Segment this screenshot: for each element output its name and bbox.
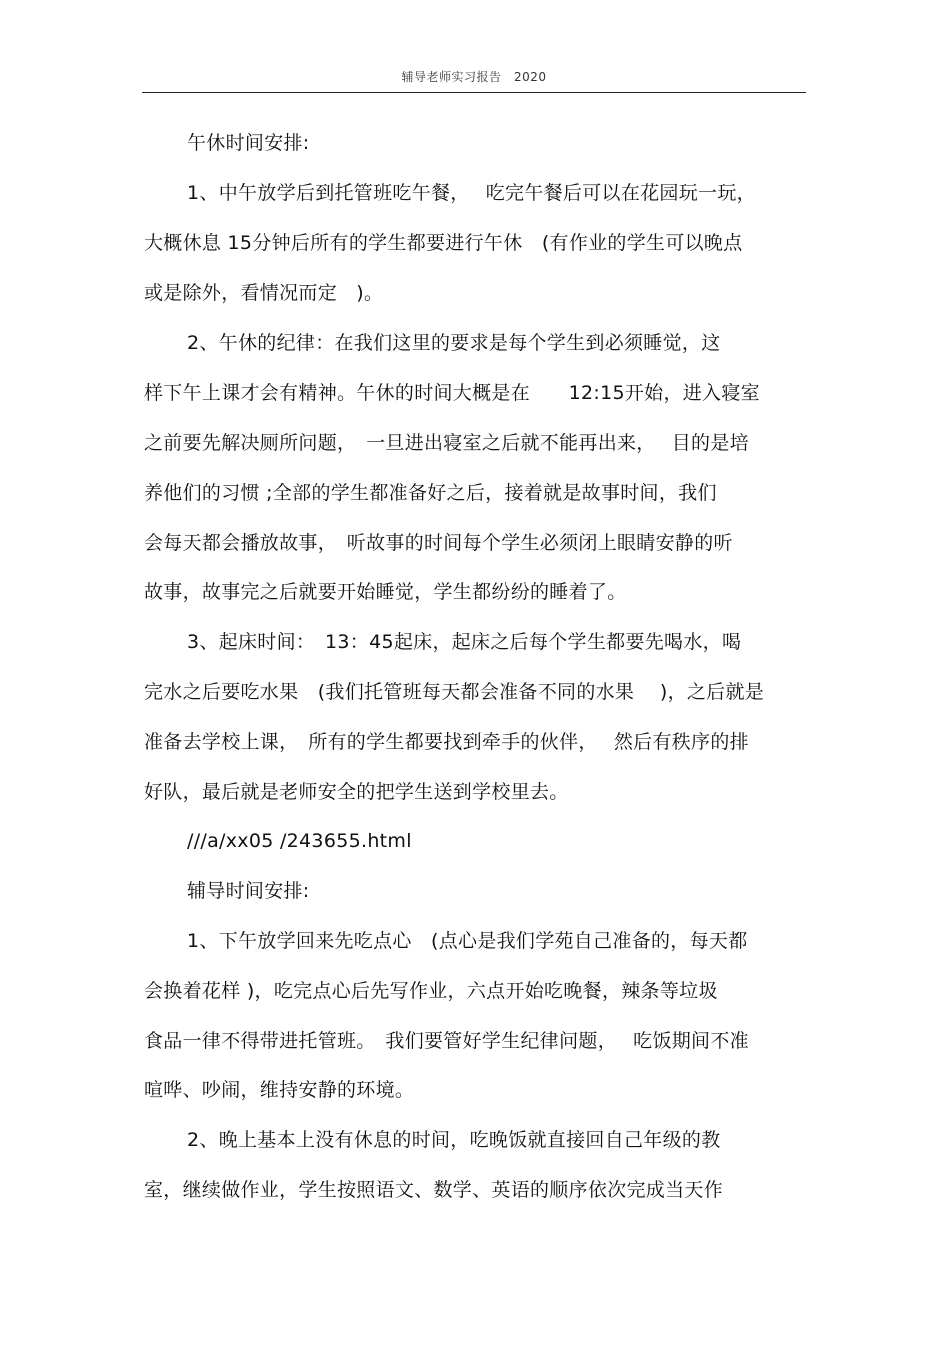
paragraph-line: 会每天都会播放故事， 听故事的时间每个学生必须闭上眼睛安静的听 [144,532,733,554]
paragraph-line: 大概休息 15分钟后所有的学生都要进行午休 (有作业的学生可以晚点 [144,232,743,254]
paragraph-line: 会换着花样 )，吃完点心后先写作业，六点开始吃晚餐，辣条等垃圾 [144,980,718,1002]
paragraph-line: 完水之后要吃水果 (我们托管班每天都会准备不同的水果 )，之后就是 [144,681,765,703]
paragraph-line: 2、晚上基本上没有休息的时间，吃晚饭就直接回自己年级的教 [187,1129,721,1151]
paragraph-line: 养他们的习惯 ;全部的学生都准备好之后，接着就是故事时间，我们 [144,482,717,504]
paragraph-line: 1、中午放学后到托管班吃午餐， 吃完午餐后可以在花园玩一玩， [187,182,756,204]
paragraph-line: 或是除外，看情况而定 )。 [144,282,384,304]
paragraph-line: 样下午上课才会有精神。午休的时间大概是在 12:15开始，进入寝室 [144,382,760,404]
paragraph-line: 喧哗、吵闹，维持安静的环境。 [144,1079,415,1101]
paragraph-line: 3、起床时间： 13：45起床，起床之后每个学生都要先喝水，喝 [187,631,742,653]
paragraph-line: 2、午休的纪律：在我们这里的要求是每个学生到必须睡觉，这 [187,332,721,354]
paragraph-line: 1、下午放学回来先吃点心 (点心是我们学苑自己准备的，每天都 [187,930,748,952]
section-heading-tutoring: 辅导时间安排: [187,880,310,902]
paragraph-line: 食品一律不得带进托管班。 我们要管好学生纪律问题， 吃饭期间不准 [144,1030,749,1052]
paragraph-line: 故事，故事完之后就要开始睡觉，学生都纷纷的睡着了。 [144,581,627,603]
header-title: 辅导老师实习报告 2020 [401,70,547,84]
paragraph-line: 准备去学校上课， 所有的学生都要找到牵手的伙伴， 然后有秩序的排 [144,731,749,753]
paragraph-line: 室，继续做作业，学生按照语文、数学、英语的顺序依次完成当天作 [144,1179,724,1201]
page-header [142,66,806,93]
section-heading-nap: 午休时间安排: [187,132,310,154]
paragraph-line: 好队，最后就是老师安全的把学生送到学校里去。 [144,781,569,803]
url-line: ///a/xx05 /243655.html [187,830,412,852]
paragraph-line: 之前要先解决厕所问题， 一旦进出寝室之后就不能再出来， 目的是培 [144,432,749,454]
